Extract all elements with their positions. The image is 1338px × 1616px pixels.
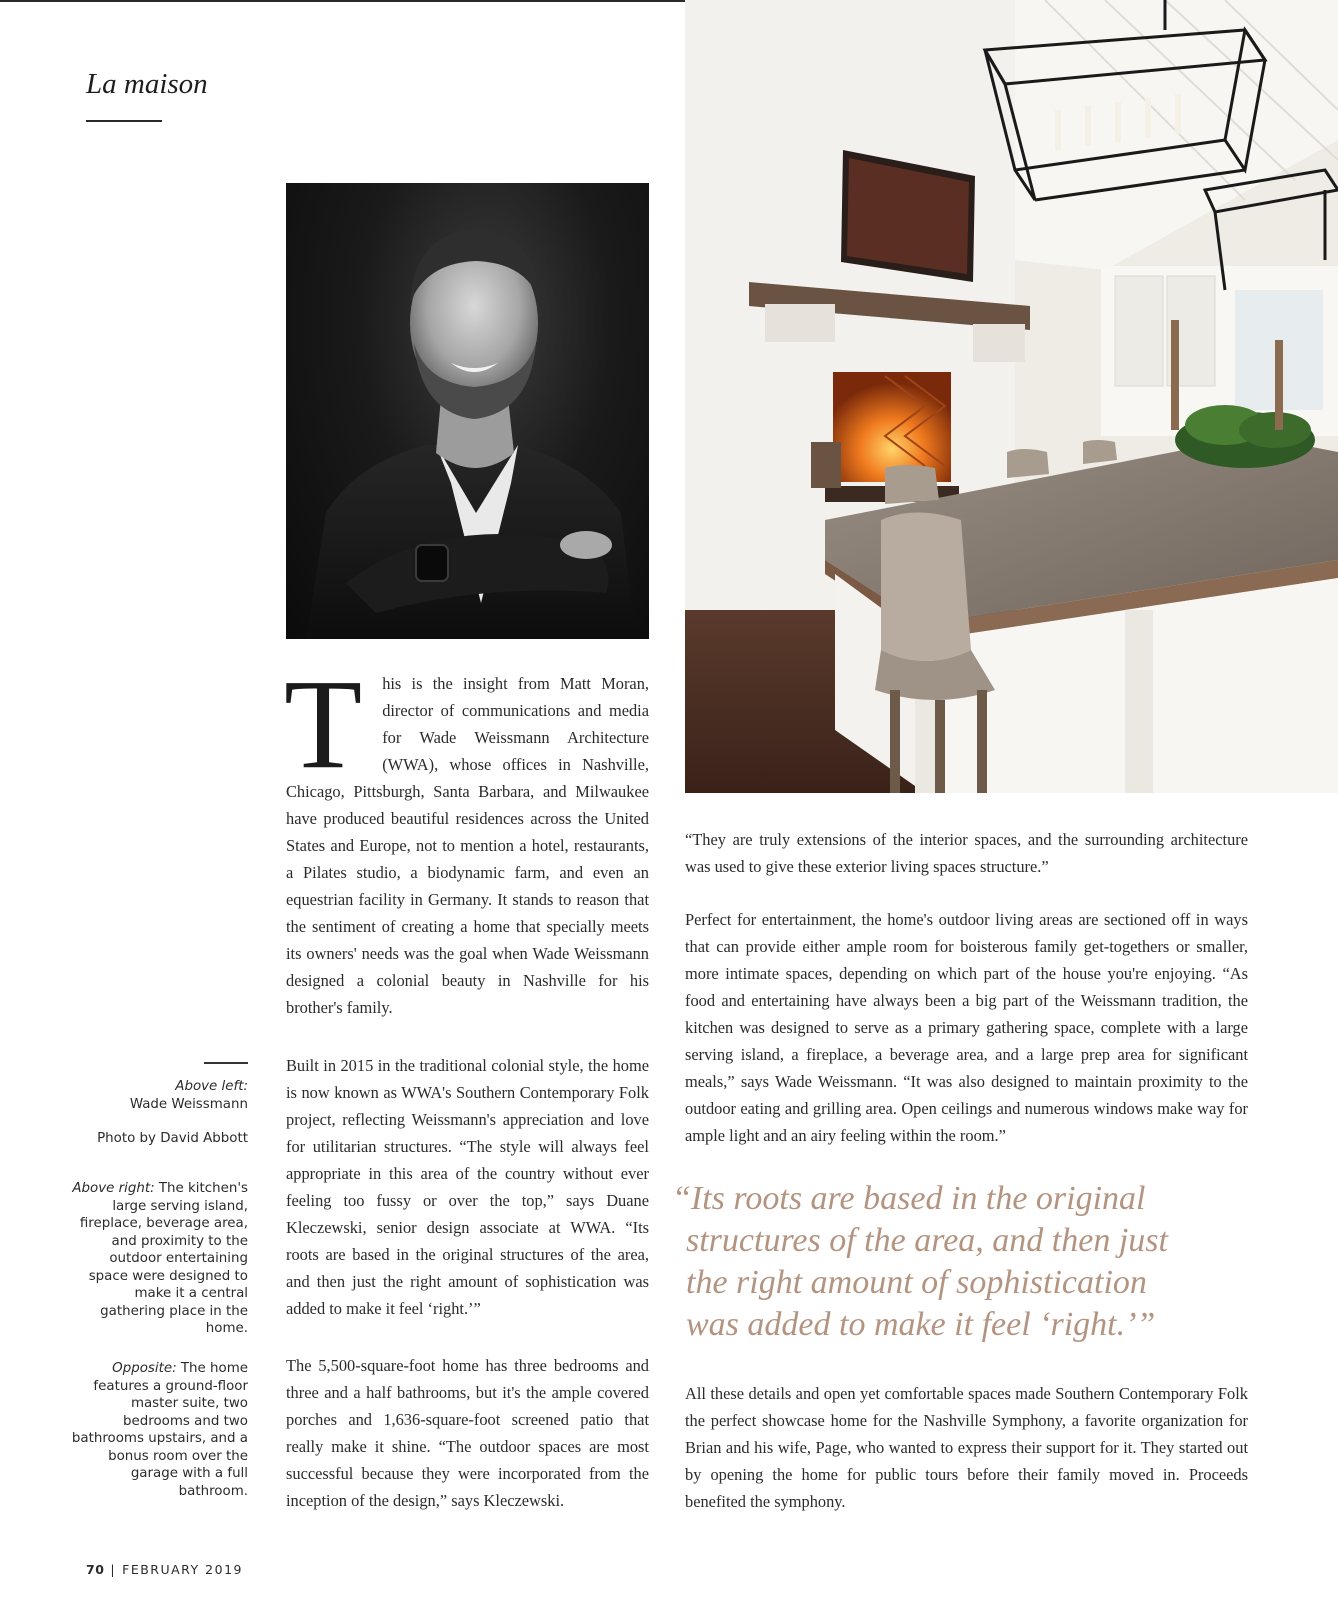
page-footer bbox=[86, 1562, 243, 1577]
caption-label: Opposite: bbox=[112, 1361, 177, 1376]
kitchen-photo bbox=[685, 0, 1338, 793]
caption-text: Wade Weissmann bbox=[129, 1096, 248, 1112]
pull-quote bbox=[672, 1178, 1232, 1346]
portrait-photo bbox=[286, 183, 649, 639]
issue-date: FEBRUARY 2019 bbox=[122, 1562, 243, 1577]
section-title-rule bbox=[86, 120, 162, 122]
pull-quote-line: the right amount of sophistication bbox=[686, 1264, 1147, 1301]
paragraph-6: All these details and open yet comfortable spaces made Southern Contemporary Folk the perfect showcase home for the Nashville Symphony, a favorite organization for Brian and his wife, Page, who wanted to express their support for it. They started out by opening the home for public tours before their family moved in. Proceeds benefited the symphony. bbox=[685, 1384, 1248, 1511]
pull-quote-line: was added to make it feel ‘right.’” bbox=[686, 1306, 1156, 1343]
caption-text: The home features a ground-floor master suite, two bedrooms and two bathrooms upstairs, and a bonus room over the garage with a full bathroom. bbox=[71, 1361, 248, 1499]
caption-rule bbox=[204, 1062, 248, 1064]
caption-opposite bbox=[68, 1360, 248, 1500]
paragraph-1: his is the insight from Matt Moran, director of communications and media for Wade Weissmann Architecture (WWA), whose offices in Nashville, Chicago, Pittsburgh, Santa Barbara, and Milwaukee have produced beautiful residences across the United States and Europe, not to mention a hotel, restaurants, a Pilates studio, a biodynamic farm, and even an equestrian facility in Germany. It stands to reason that the sentiment of creating a home that specially meets its owners' needs was the goal when Wade Weissmann designed a colonial beauty in Nashville for his brother's family. bbox=[286, 674, 649, 1017]
kitchen-illustration bbox=[685, 0, 1338, 793]
section-title: La maison bbox=[86, 68, 208, 100]
pull-quote-line: structures of the area, and then just bbox=[686, 1222, 1168, 1259]
article-opening bbox=[284, 653, 649, 1021]
caption-above-right bbox=[68, 1180, 248, 1338]
caption-label: Above right: bbox=[72, 1181, 155, 1196]
footer-separator: | bbox=[110, 1562, 117, 1577]
paragraph-2: Built in 2015 in the traditional colonial style, the home is now known as WWA's Southern Contemporary Folk project, reflecting Weissmann's appreciation and love for utilitarian structures. “The style will always feel appropriate in this area of the country without ever feeling too fussy or over the top,” says Duane Kleczewski, senior design associate at WWA. “Its roots are based in the original structures of the area, and then just the right amount of sophistication was added to make it feel ‘right.’” bbox=[286, 1056, 649, 1318]
page-number: 70 bbox=[86, 1562, 105, 1577]
paragraph-3: The 5,500-square-foot home has three bedrooms and three and a half bathrooms, but it's the ample covered porches and 1,636-square-foot screened patio that really make it shine. “The outdoor spaces are most successful because they were incorporated from the inception of the design,” says Kleczewski. bbox=[286, 1356, 649, 1510]
paragraph-5: Perfect for entertainment, the home's outdoor living areas are sectioned off in ways that can provide either ample room for boisterous family get-togethers or smaller, more intimate spaces, depending on which part of the house you're enjoying. “As food and entertaining have always been a big part of the Weissmann tradition, the kitchen was designed to serve as a primary gathering space, complete with a large serving island, a fireplace, a beverage area, and a large prep area for significant meals,” says Wade Weissmann. “It was also designed to maintain proximity to the outdoor eating and grilling area. Open ceilings and numerous windows make way for ample light and an airy feeling within the room.” bbox=[685, 910, 1248, 1145]
paragraph-4: “They are truly extensions of the interior spaces, and the surrounding architecture was used to give these exterior living spaces structure.” bbox=[685, 830, 1248, 876]
drop-cap: T bbox=[284, 653, 363, 795]
caption-text: The kitchen's large serving island, fireplace, beverage area, and proximity to the outdoor entertaining space were designed to make it a central gathering place in the home. bbox=[79, 1181, 248, 1336]
photo-credit: Photo by David Abbott bbox=[97, 1131, 248, 1146]
portrait-illustration bbox=[286, 183, 649, 639]
pull-quote-line: “Its roots are based in the original bbox=[672, 1180, 1146, 1217]
caption-above-left bbox=[68, 1078, 248, 1113]
caption-label: Above left: bbox=[175, 1079, 248, 1094]
